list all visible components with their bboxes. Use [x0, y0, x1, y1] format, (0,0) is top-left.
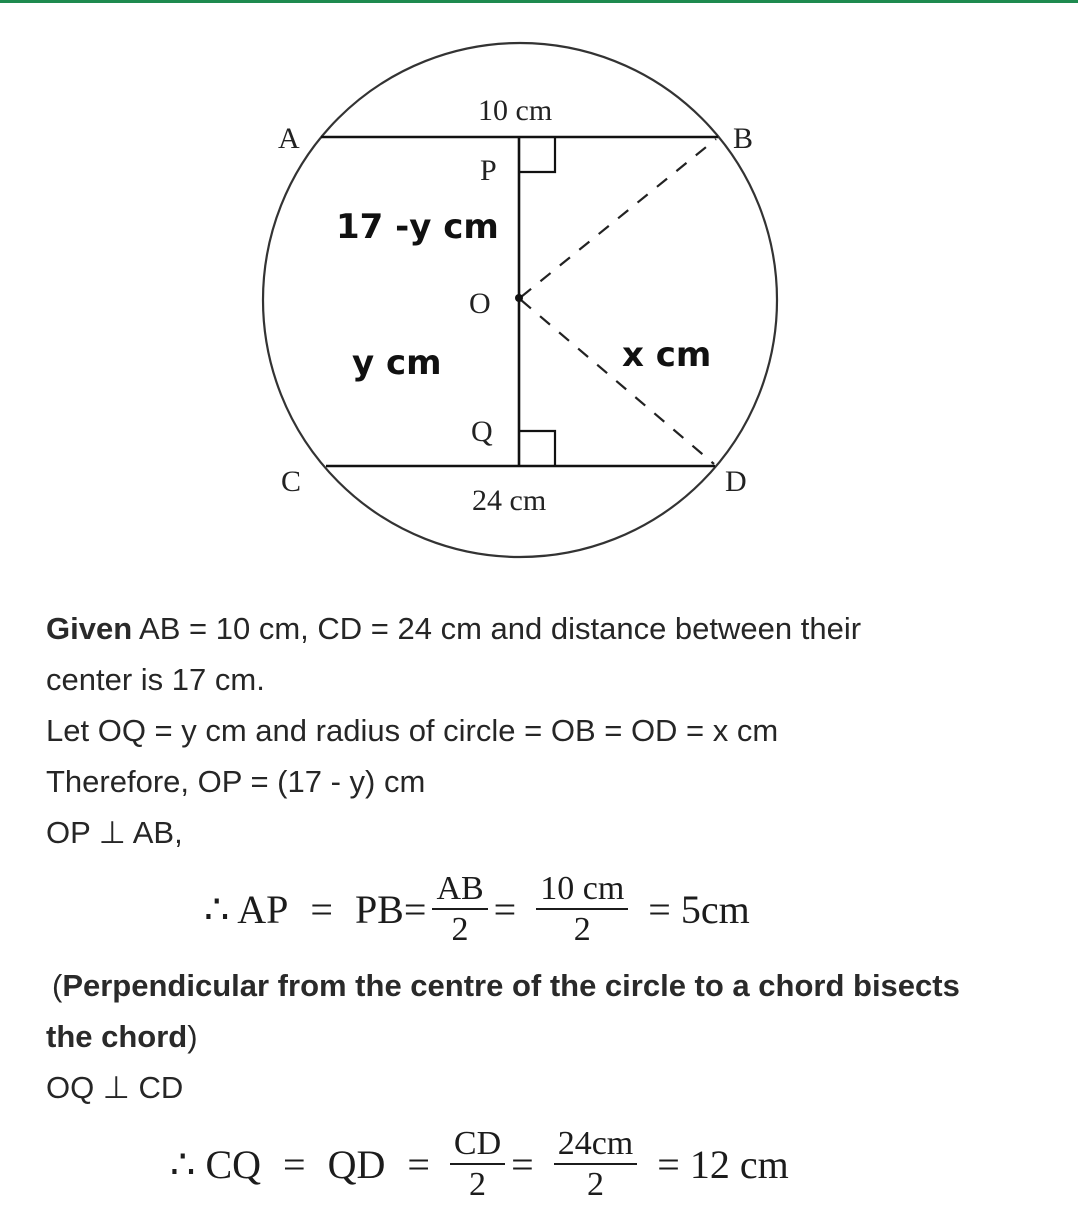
right-angle-q [519, 431, 555, 466]
point-a-label: A [278, 122, 300, 155]
cd-length-label: 24 cm [472, 484, 547, 517]
reason-line [52, 960, 960, 1011]
right-angle-p [519, 137, 555, 172]
circle-chords-diagram [0, 0, 1078, 580]
reason-bold-1: Perpendicular from the centre of the circle to a chord bisects [62, 968, 960, 1003]
given-rest: AB = 10 cm, CD = 24 cm and distance between their [132, 611, 862, 646]
reason-close-paren: ) [187, 1019, 198, 1054]
point-c-label: C [281, 465, 302, 498]
equation-cq [170, 1127, 789, 1202]
op-perp-line: OP ⊥ AB, [46, 815, 183, 850]
eq1-prefix: ∴ AP [204, 887, 289, 932]
given-bold: Given [46, 611, 133, 646]
eq2-fraction-cd [450, 1127, 505, 1202]
reason-line-2 [46, 1011, 198, 1062]
radius-label: x cm [622, 335, 712, 375]
point-b-label: B [733, 122, 754, 155]
ab-length-label: 10 cm [478, 94, 553, 127]
eq2-result: = 12 cm [657, 1142, 789, 1187]
let-line: Let OQ = y cm and radius of circle = OB = OD = x cm [46, 713, 779, 748]
eq1-result: = 5cm [648, 887, 750, 932]
eq2-qd: QD [327, 1142, 386, 1187]
reason-bold-2: the chord [46, 1019, 188, 1054]
eq2-equals-c: = [511, 1142, 534, 1187]
point-q-label: Q [471, 415, 493, 448]
eq1-frac1-numerator: AB [436, 870, 484, 907]
center-point [515, 294, 523, 302]
eq2-fraction-24cm [554, 1127, 638, 1202]
eq2-frac2-denominator: 2 [586, 1166, 604, 1203]
radius-ob [521, 139, 716, 297]
eq1-frac2-numerator: 10 cm [540, 870, 625, 907]
eq2-frac1-denominator: 2 [469, 1166, 487, 1203]
point-d-label: D [725, 465, 747, 498]
given-line-2: center is 17 cm. [46, 662, 265, 697]
eq1-frac1-denominator: 2 [451, 911, 469, 948]
point-p-label: P [480, 154, 497, 187]
eq1-equals-c: = [493, 887, 517, 932]
eq1-frac2-denominator: 2 [573, 911, 591, 948]
reason-open-paren: ( [52, 968, 63, 1003]
eq1-pb: PB [354, 887, 404, 932]
eq2-equals-b: = [407, 1142, 430, 1187]
radius-od [521, 300, 714, 464]
eq2-prefix: ∴ CQ [170, 1142, 262, 1187]
eq2-frac1-numerator: CD [453, 1125, 502, 1162]
oq-perp-line: OQ ⊥ CD [46, 1070, 184, 1105]
eq2-equals-a: = [283, 1142, 306, 1187]
therefore-line: Therefore, OP = (17 - y) cm [46, 764, 426, 799]
eq2-frac2-numerator: 24cm [557, 1125, 634, 1162]
eq1-fraction-ab [432, 872, 487, 947]
oq-length-label: y cm [352, 343, 442, 383]
op-length-label: 17 -y cm [336, 207, 499, 247]
eq1-fraction-10cm [536, 872, 628, 947]
equation-ap [204, 872, 750, 947]
point-o-label: O [469, 287, 491, 320]
given-line [46, 603, 861, 654]
eq1-equals-b: = [403, 887, 427, 932]
eq1-equals-a: = [310, 887, 333, 932]
